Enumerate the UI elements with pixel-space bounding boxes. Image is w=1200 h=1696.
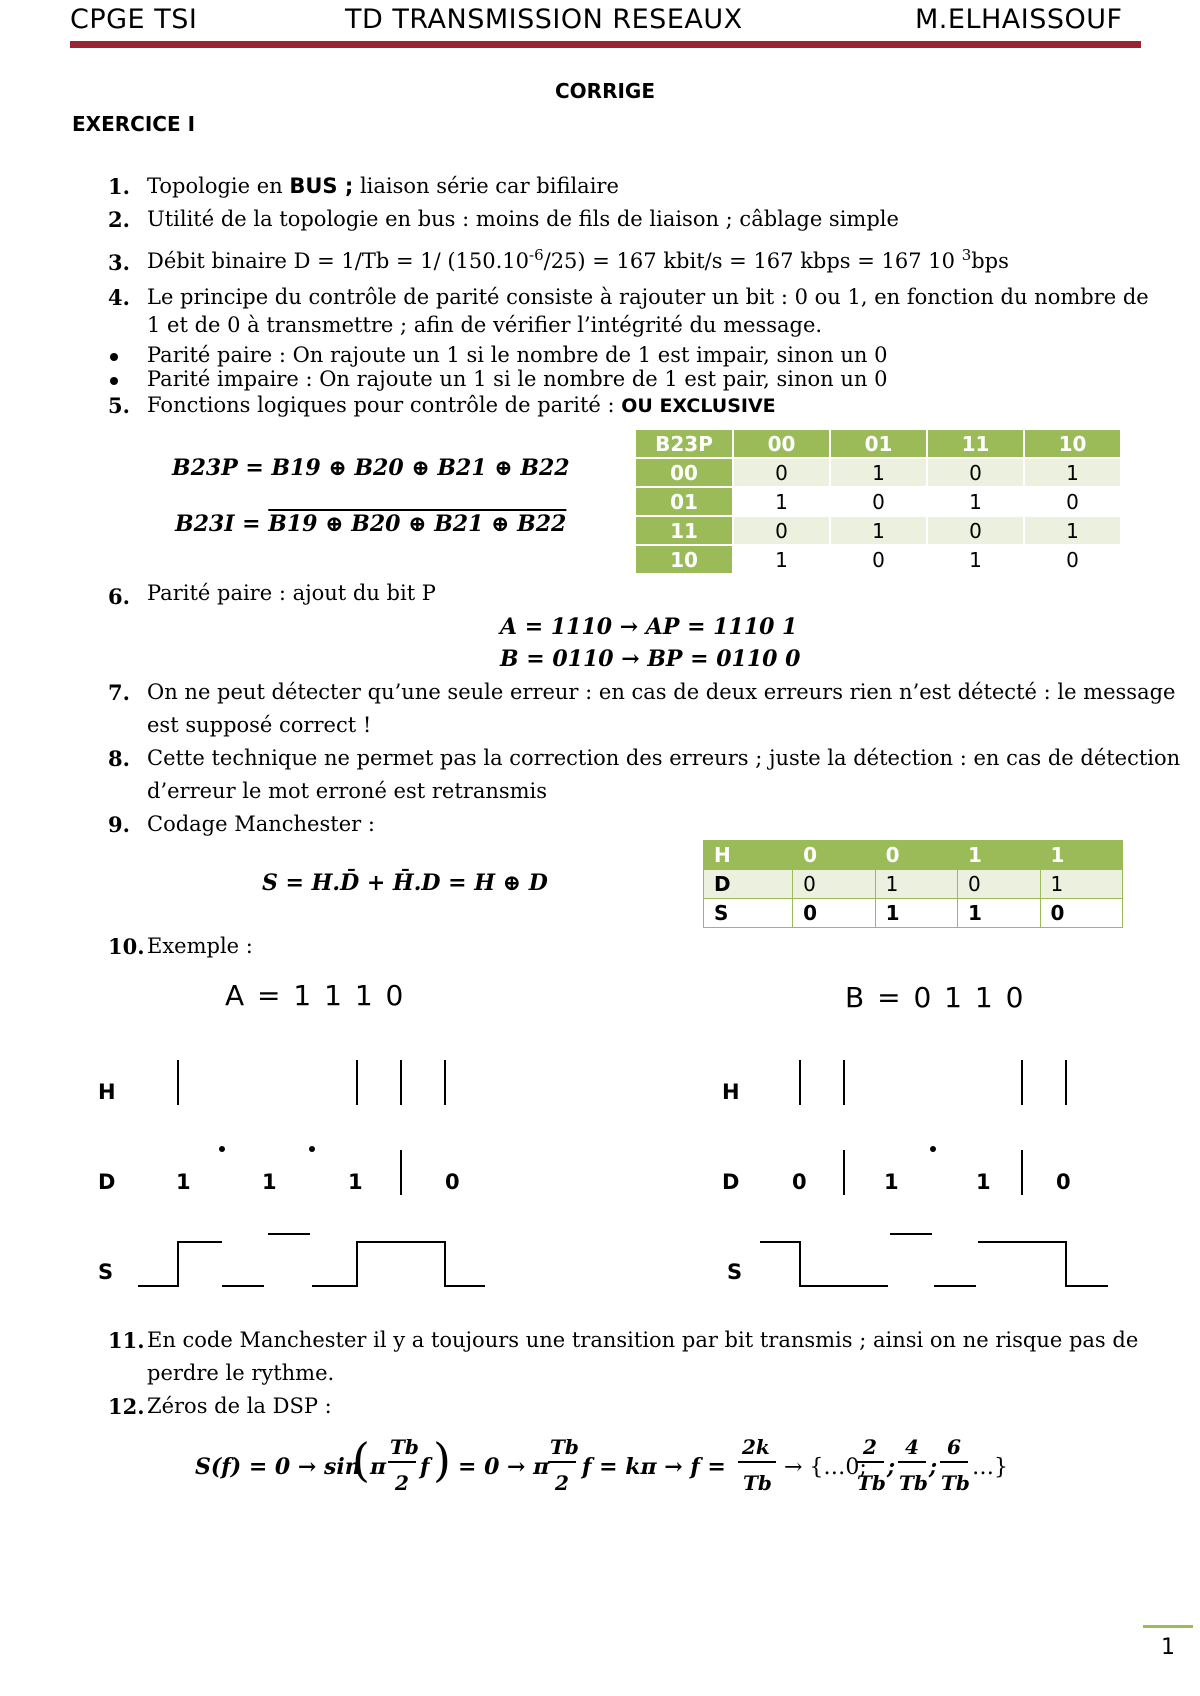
manchester-table bbox=[703, 840, 1123, 928]
karnaugh-cell: 0 bbox=[1024, 487, 1121, 516]
dsp-four: 4 bbox=[905, 1435, 919, 1459]
item-number: 2. bbox=[108, 207, 130, 232]
s-waveform bbox=[978, 1242, 1108, 1286]
equation-b23i: B23I = B19 ⊕ B20 ⊕ B21 ⊕ B22 bbox=[175, 511, 567, 537]
table-row bbox=[704, 841, 1123, 870]
signal-label-s: S bbox=[727, 1260, 743, 1284]
karnaugh-cell: 1 bbox=[830, 516, 927, 545]
item-text: Zéros de la DSP : bbox=[147, 1394, 332, 1418]
dsp-tb: Tb bbox=[899, 1471, 928, 1495]
manchester-cell: 0 bbox=[875, 841, 957, 870]
dsp-text: S(f) = 0 → sin bbox=[195, 1454, 361, 1480]
signal-label-s: S bbox=[98, 1260, 114, 1284]
karnaugh-row-header: 01 bbox=[635, 487, 733, 516]
manchester-cell: 0 bbox=[793, 870, 875, 899]
item-text: Le principe du contrôle de parité consiste à rajouter un bit : 0 ou 1, en fonction du nombre de bbox=[147, 285, 1149, 309]
item-number: 4. bbox=[108, 285, 130, 310]
karnaugh-cell: 1 bbox=[830, 458, 927, 487]
karnaugh-row-header: 10 bbox=[635, 545, 733, 574]
bit-label: 0 bbox=[445, 1170, 460, 1194]
item-number: 12. bbox=[108, 1394, 145, 1419]
karnaugh-cell: 1 bbox=[1024, 458, 1121, 487]
item-number: 9. bbox=[108, 812, 130, 837]
item-number: 3. bbox=[108, 250, 130, 275]
manchester-cell: 1 bbox=[958, 899, 1040, 928]
example-b-title: B = 0 1 1 0 bbox=[845, 981, 1026, 1014]
dsp-equation bbox=[190, 1418, 1030, 1508]
karnaugh-cell: 1 bbox=[733, 545, 830, 574]
dsp-text: π bbox=[370, 1454, 387, 1480]
example-a-title: A = 1 1 1 0 bbox=[225, 979, 406, 1012]
signal-label-d: D bbox=[98, 1170, 116, 1194]
table-row bbox=[635, 516, 1121, 545]
bit-label: 1 bbox=[976, 1170, 991, 1194]
item-text: Fonctions logiques pour contrôle de parité : OU EXCLUSIVE bbox=[147, 393, 776, 417]
table-row bbox=[635, 487, 1121, 516]
bullet-text: Parité paire : On rajoute un 1 si le nombre de 1 est impair, sinon un 0 bbox=[147, 343, 888, 367]
dsp-sep: ; bbox=[887, 1454, 896, 1480]
karnaugh-corner: B23P bbox=[635, 429, 733, 458]
signal-label-d: D bbox=[722, 1170, 740, 1194]
dsp-six: 6 bbox=[947, 1435, 961, 1459]
bit-label: 1 bbox=[884, 1170, 899, 1194]
karnaugh-col-header: 01 bbox=[830, 429, 927, 458]
table-row bbox=[704, 899, 1123, 928]
equation-b23p: B23P = B19 ⊕ B20 ⊕ B21 ⊕ B22 bbox=[172, 455, 570, 481]
item-text: d’erreur le mot erroné est retransmis bbox=[147, 779, 548, 803]
karnaugh-col-header: 11 bbox=[927, 429, 1024, 458]
s-waveform bbox=[312, 1242, 485, 1286]
manchester-row-label: S bbox=[704, 899, 793, 928]
item-number: 6. bbox=[108, 584, 130, 609]
karnaugh-cell: 0 bbox=[830, 545, 927, 574]
dsp-text: …} bbox=[972, 1455, 1008, 1480]
karnaugh-cell: 0 bbox=[830, 487, 927, 516]
signal-label-h: H bbox=[722, 1080, 740, 1104]
dsp-sep: ; bbox=[929, 1454, 938, 1480]
dsp-text: = 0 → π bbox=[458, 1454, 550, 1480]
manchester-cell: 1 bbox=[1040, 841, 1123, 870]
item-text: Codage Manchester : bbox=[147, 812, 375, 836]
manchester-cell: 1 bbox=[1040, 870, 1123, 899]
bit-label: 1 bbox=[348, 1170, 363, 1194]
item-text: Parité paire : ajout du bit P bbox=[147, 581, 436, 605]
exercise-title: EXERCICE I bbox=[72, 112, 196, 136]
karnaugh-cell: 1 bbox=[1024, 516, 1121, 545]
bit-label: 0 bbox=[1056, 1170, 1071, 1194]
item-text: est supposé correct ! bbox=[147, 713, 372, 737]
karnaugh-cell: 0 bbox=[927, 458, 1024, 487]
item-text: On ne peut détecter qu’une seule erreur : en cas de deux erreurs rien n’est détecté : le message bbox=[147, 680, 1176, 704]
dsp-text: → {…0; bbox=[784, 1455, 867, 1480]
karnaugh-cell: 0 bbox=[1024, 545, 1121, 574]
item-text: perdre le rythme. bbox=[147, 1361, 335, 1385]
marker-dot bbox=[309, 1146, 315, 1152]
dsp-two: 2 bbox=[395, 1471, 409, 1495]
item-text: Débit binaire D = 1/Tb = 1/ $(150.10^{-6}/25) = 167$ kbit/s = 167 kbps = 167 10 $^3$bps bbox=[147, 246, 1009, 273]
manchester-cell: 0 bbox=[958, 870, 1040, 899]
s-waveform bbox=[760, 1242, 888, 1286]
table-row bbox=[704, 870, 1123, 899]
item-text: En code Manchester il y a toujours une transition par bit transmis ; ainsi on ne risque pas de bbox=[147, 1328, 1139, 1352]
bullet-text: Parité impaire : On rajoute un 1 si le nombre de 1 est pair, sinon un 0 bbox=[147, 367, 888, 391]
item-number: 1. bbox=[108, 174, 130, 199]
karnaugh-table bbox=[634, 428, 1122, 575]
header-center: TD TRANSMISSION RESEAUX bbox=[345, 4, 743, 35]
dsp-tb: Tb bbox=[390, 1435, 419, 1459]
signal-label-h: H bbox=[98, 1080, 116, 1104]
karnaugh-cell: 1 bbox=[733, 487, 830, 516]
dsp-two: 2 bbox=[863, 1435, 877, 1459]
page-number: 1 bbox=[1143, 1625, 1193, 1674]
manchester-cell: 0 bbox=[793, 841, 875, 870]
equation-manchester: S = H.D̄ + H̄.D = H ⊕ D bbox=[262, 870, 548, 896]
item-number: 11. bbox=[108, 1328, 145, 1353]
dsp-tb: Tb bbox=[941, 1471, 970, 1495]
bit-label: 1 bbox=[262, 1170, 277, 1194]
dsp-two: 2 bbox=[555, 1471, 569, 1495]
paren-right: ) bbox=[433, 1433, 451, 1487]
manchester-row-label: D bbox=[704, 870, 793, 899]
item-text: Exemple : bbox=[147, 934, 253, 958]
karnaugh-cell: 0 bbox=[927, 516, 1024, 545]
dsp-text: f = kπ → f = bbox=[582, 1454, 726, 1480]
dsp-text: f bbox=[420, 1454, 430, 1480]
timing-diagram bbox=[0, 1050, 1200, 1300]
header-right: M.ELHAISSOUF bbox=[915, 4, 1123, 35]
karnaugh-row-header: 00 bbox=[635, 458, 733, 487]
manchester-cell: 1 bbox=[958, 841, 1040, 870]
manchester-cell: 0 bbox=[793, 899, 875, 928]
karnaugh-col-header: 00 bbox=[733, 429, 830, 458]
item-text: Utilité de la topologie en bus : moins de fils de liaison ; câblage simple bbox=[147, 207, 899, 231]
table-row bbox=[635, 545, 1121, 574]
bullet-icon bbox=[110, 353, 118, 361]
karnaugh-cell: 0 bbox=[733, 458, 830, 487]
item-number: 8. bbox=[108, 746, 130, 771]
manchester-cell: 1 bbox=[875, 899, 957, 928]
karnaugh-cell: 0 bbox=[733, 516, 830, 545]
bit-label: 0 bbox=[792, 1170, 807, 1194]
bit-label: 1 bbox=[176, 1170, 191, 1194]
equation-parity-b: B = 0110 → BP = 0110 0 bbox=[500, 646, 801, 672]
marker-dot bbox=[219, 1146, 225, 1152]
header-rule bbox=[70, 41, 1141, 48]
item-text: Topologie en BUS ; liaison série car bifilaire bbox=[147, 174, 619, 198]
item-text: Cette technique ne permet pas la correction des erreurs ; juste la détection : en cas de détection bbox=[147, 746, 1181, 770]
table-row bbox=[635, 458, 1121, 487]
paren-left: ( bbox=[352, 1433, 370, 1487]
dsp-tb: Tb bbox=[857, 1471, 886, 1495]
dsp-twok: 2k bbox=[742, 1435, 770, 1459]
s-waveform bbox=[138, 1242, 222, 1286]
item-text: 1 et de 0 à transmettre ; afin de vérifier l’intégrité du message. bbox=[147, 313, 823, 337]
item-number: 10. bbox=[108, 934, 145, 959]
item-number: 7. bbox=[108, 680, 130, 705]
manchester-row-label: H bbox=[704, 841, 793, 870]
bullet-icon bbox=[110, 377, 118, 385]
karnaugh-cell: 1 bbox=[927, 487, 1024, 516]
karnaugh-col-header: 10 bbox=[1024, 429, 1121, 458]
dsp-tb: Tb bbox=[550, 1435, 579, 1459]
dsp-tb: Tb bbox=[743, 1471, 772, 1495]
manchester-cell: 1 bbox=[875, 870, 957, 899]
marker-dot bbox=[930, 1146, 936, 1152]
manchester-cell: 0 bbox=[1040, 899, 1123, 928]
karnaugh-row-header: 11 bbox=[635, 516, 733, 545]
doc-title: CORRIGE bbox=[555, 79, 655, 103]
header-left: CPGE TSI bbox=[70, 4, 198, 35]
karnaugh-cell: 1 bbox=[927, 545, 1024, 574]
item-number: 5. bbox=[108, 393, 130, 418]
equation-parity-a: A = 1110 → AP = 1110 1 bbox=[500, 614, 798, 640]
